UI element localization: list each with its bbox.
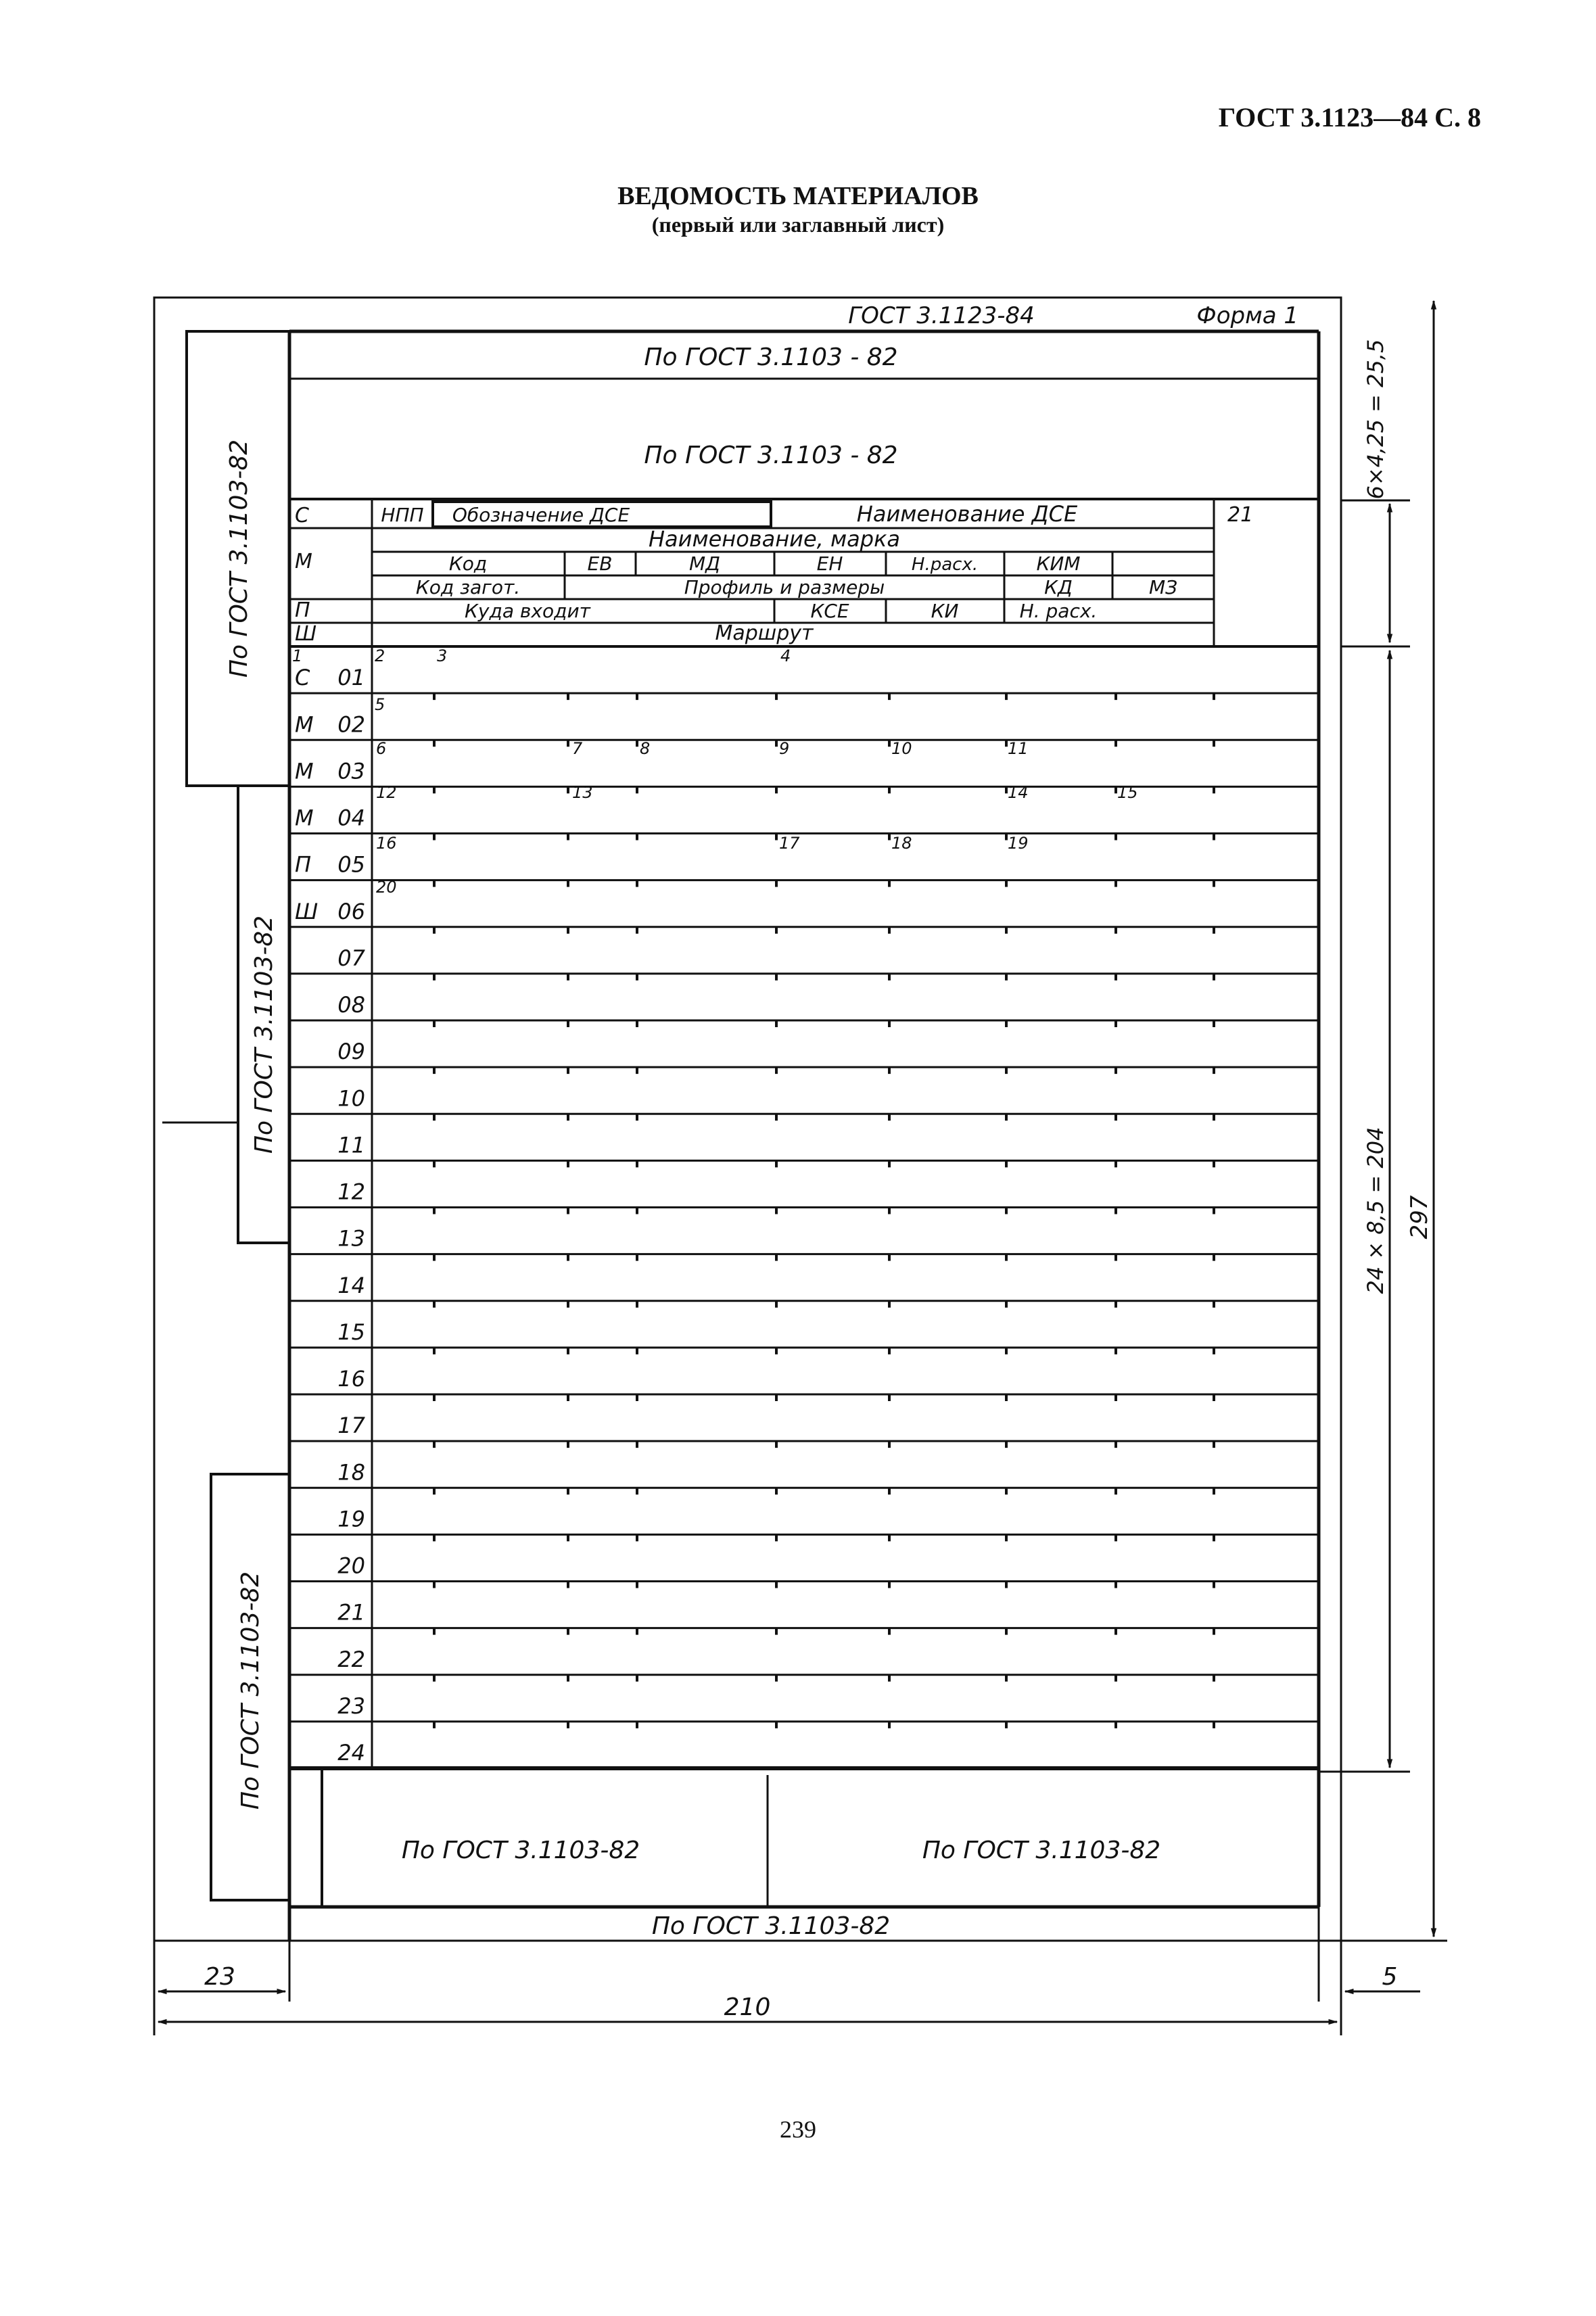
row-number: 16 (337, 1366, 365, 1392)
field-num-12: 12 (376, 783, 397, 802)
row-number: 13 (337, 1225, 365, 1252)
field-num-15: 15 (1117, 783, 1138, 802)
bottom-right-ref: По ГОСТ 3.1103-82 (922, 1837, 1161, 1864)
row-number: 23 (337, 1693, 365, 1719)
row-number: 09 (337, 1039, 365, 1065)
kod-label: Код (448, 552, 488, 575)
field-num-14: 14 (1008, 783, 1029, 802)
stamp-mid-label: По ГОСТ 3.1103-82 (250, 915, 278, 1154)
row-number: 17 (337, 1413, 365, 1439)
row-number: 20 (337, 1553, 365, 1579)
field-num-18: 18 (891, 834, 912, 853)
dim-width: 210 (724, 1993, 771, 2021)
field-num-13: 13 (572, 783, 593, 802)
profil-label: Профиль и размеры (684, 576, 885, 598)
row-number: 24 (337, 1740, 365, 1766)
row-number: 11 (337, 1132, 365, 1158)
field-num-6: 6 (376, 739, 387, 758)
dim-rows-block: 24 × 8,5 = 204 (1363, 1127, 1388, 1294)
row-number: 04 (337, 805, 365, 831)
row-code: М (295, 758, 314, 784)
stamp-bottom-label: По ГОСТ 3.1103-82 (237, 1571, 264, 1810)
row-number: 01 (337, 665, 365, 691)
row-number: 18 (337, 1459, 365, 1486)
dim-top-block: 6×4,25 = 25,5 (1363, 339, 1388, 500)
field-num-4: 4 (780, 646, 791, 665)
ki-label: КИ (931, 600, 959, 622)
row-code: Ш (295, 898, 319, 924)
row-number: 07 (337, 945, 365, 971)
row-code: М (295, 805, 314, 831)
row-number: 12 (337, 1179, 365, 1205)
row-letter-sh: Ш (295, 622, 317, 646)
document-title: ВЕДОМОСТЬ МАТЕРИАЛОВ (617, 182, 979, 210)
row-number: 05 (337, 851, 365, 878)
md-label: МД (688, 552, 721, 575)
row-number: 08 (337, 992, 365, 1018)
stamp-top-label: По ГОСТ 3.1103-82 (225, 439, 253, 678)
dim-height: 297 (1406, 1195, 1433, 1239)
row-number: 22 (337, 1646, 365, 1672)
field-num-7: 7 (572, 739, 583, 758)
row-number: 02 (337, 711, 365, 738)
row-number: 03 (337, 758, 365, 784)
document-subtitle: (первый или заглавный лист) (651, 212, 945, 237)
field-num-17: 17 (779, 834, 800, 853)
field-num-20: 20 (376, 878, 397, 897)
form-standard: ГОСТ 3.1123-84 (848, 302, 1035, 329)
field-num-16: 16 (376, 834, 397, 853)
bottom-strip-ref: По ГОСТ 3.1103-82 (651, 1912, 891, 1940)
field-num-10: 10 (891, 739, 912, 758)
n-rash2-label: Н. расх. (1019, 600, 1098, 622)
page-header: ГОСТ 3.1123—84 С. 8 (1218, 102, 1481, 133)
kod-zagot-label: Код загот. (415, 576, 521, 598)
dim-left: 23 (204, 1963, 235, 1991)
bottom-left-ref: По ГОСТ 3.1103-82 (401, 1837, 640, 1864)
form-label: Форма 1 (1196, 302, 1298, 329)
row-code: П (295, 851, 312, 878)
field-num-5: 5 (375, 695, 385, 714)
kim-label: КИМ (1036, 552, 1081, 575)
row-letter-s: С (295, 504, 309, 527)
ev-label: ЕВ (587, 552, 613, 575)
npp-label: НПП (381, 504, 424, 526)
en-label: ЕН (816, 552, 843, 575)
row-letter-p: П (295, 598, 310, 622)
dim-right: 5 (1382, 1963, 1398, 1991)
marshrut-label: Маршрут (715, 621, 814, 645)
field-21: 21 (1227, 503, 1254, 527)
kuda-label: Куда входит (465, 600, 590, 622)
field-num-11: 11 (1008, 739, 1029, 758)
field-num-8: 8 (640, 739, 651, 758)
ref-top: По ГОСТ 3.1103 - 82 (644, 344, 898, 371)
row-number: 19 (337, 1506, 365, 1532)
n-rash-label: Н.расх. (911, 554, 979, 575)
row-code: М (295, 711, 314, 738)
field-num-9: 9 (779, 739, 790, 758)
kse-label: КСЕ (810, 600, 849, 622)
field-num-19: 19 (1008, 834, 1029, 853)
field-num-1: 1 (292, 646, 303, 665)
ref-main: По ГОСТ 3.1103 - 82 (644, 442, 898, 469)
row-code: С (295, 665, 310, 691)
mz-label: МЗ (1148, 576, 1178, 598)
field-num-3: 3 (437, 646, 448, 665)
row-number: 21 (337, 1599, 365, 1626)
row-number: 15 (337, 1319, 365, 1345)
row-letter-m: М (295, 550, 312, 573)
kd-label: КД (1044, 576, 1073, 598)
oboznachenie-label: Обозначение ДСЕ (452, 504, 630, 526)
row-number: 14 (337, 1272, 365, 1298)
row-number: 10 (337, 1085, 365, 1112)
page-number: 239 (780, 2116, 816, 2143)
field-num-2: 2 (375, 646, 385, 665)
naim-dse-label: Наименование ДСЕ (856, 501, 1078, 527)
naim-marka-label: Наименование, марка (648, 526, 901, 552)
row-number: 06 (337, 898, 365, 924)
